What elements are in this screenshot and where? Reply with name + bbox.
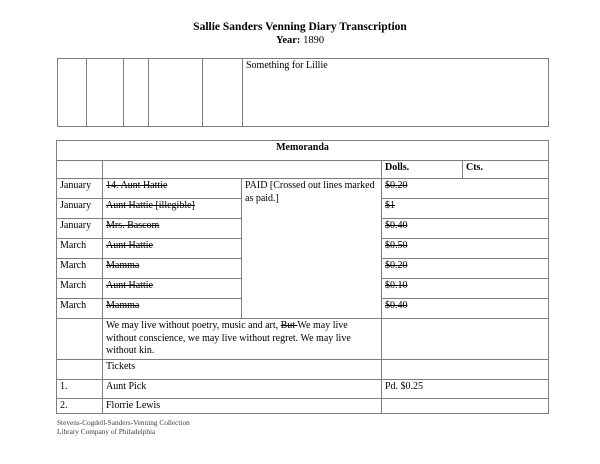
year-label: Year: [275, 35, 301, 46]
quote-row [57, 319, 549, 360]
page-title: Sallie Sanders Venning Diary Transcription [193, 21, 407, 33]
entry-amount: $0.40 [382, 299, 549, 319]
ticket-number: 1. [57, 379, 103, 398]
ticket-number: 2. [57, 398, 103, 414]
quote-cell [103, 319, 382, 360]
ticket-row [57, 398, 549, 414]
top-table [57, 58, 549, 127]
tickets-label: Tickets [103, 359, 382, 379]
year-value: 1890 [303, 35, 325, 46]
top-table-note-cell: Something for Lillie [243, 59, 549, 127]
top-table-empty-cell-5 [203, 59, 243, 127]
paid-note-cell: PAID [Crossed out lines marked as paid.] [242, 179, 382, 319]
entry-name: Mrs. Bascom [103, 219, 242, 239]
entry-name: Aunt Hattie [103, 239, 242, 259]
entry-amount: $0.50 [382, 239, 549, 259]
entry-month: March [57, 299, 103, 319]
quote-text-struck: But [280, 320, 298, 331]
ticket-paid: Pd. $0.25 [382, 379, 549, 398]
tickets-label-row [57, 359, 549, 379]
memoranda-header-row [57, 141, 549, 161]
entry-month: January [57, 179, 103, 199]
entry-amount: $1 [382, 199, 549, 219]
entry-month: March [57, 239, 103, 259]
empty-cell [382, 319, 549, 360]
entry-amount: $0.20 [382, 259, 549, 279]
entry-name: Mamma [103, 259, 242, 279]
ticket-name: Aunt Pick [103, 379, 382, 398]
top-table-empty-cell-3 [124, 59, 149, 127]
entry-row [57, 179, 549, 199]
collection-footer [57, 419, 600, 436]
top-table-empty-cell-2 [87, 59, 124, 127]
empty-cell [382, 359, 549, 379]
entry-name: Mamma [103, 299, 242, 319]
top-table-row [58, 59, 549, 127]
ticket-row [57, 379, 549, 398]
empty-cell [57, 161, 103, 179]
entry-name: Aunt Hattie [illegible] [103, 199, 242, 219]
entry-amount: $0.20 [382, 179, 549, 199]
cts-column-header: Cts. [463, 161, 549, 179]
ticket-paid [382, 398, 549, 414]
empty-cell [57, 359, 103, 379]
memoranda-table [56, 140, 549, 414]
entry-name: Aunt Hattie [103, 279, 242, 299]
footer-institution-line: Library Company of Philadelphia [57, 426, 156, 436]
top-table-empty-cell-4 [149, 59, 203, 127]
ticket-name: Florrie Lewis [103, 398, 382, 414]
entry-amount: $0.40 [382, 219, 549, 239]
entry-month: January [57, 199, 103, 219]
top-table-empty-cell-1 [58, 59, 87, 127]
entry-name: 14. Aunt Hattie [103, 179, 242, 199]
empty-cell [103, 161, 382, 179]
quote-text-before: We may live without poetry, music and art, [106, 320, 281, 331]
dolls-column-header: Dolls. [382, 161, 463, 179]
entry-month: March [57, 259, 103, 279]
column-header-row [57, 161, 549, 179]
entry-month: March [57, 279, 103, 299]
empty-cell [57, 319, 103, 360]
quote-text-after: We may live without conscience, we may live without regret. We may live without kin. [106, 320, 351, 356]
footer-collection-line: Stevens-Cogdell-Sanders-Venning Collection [57, 418, 190, 427]
entry-amount: $0.10 [382, 279, 549, 299]
entry-month: January [57, 219, 103, 239]
memoranda-header: Memoranda [57, 141, 549, 161]
year-line [0, 34, 600, 48]
